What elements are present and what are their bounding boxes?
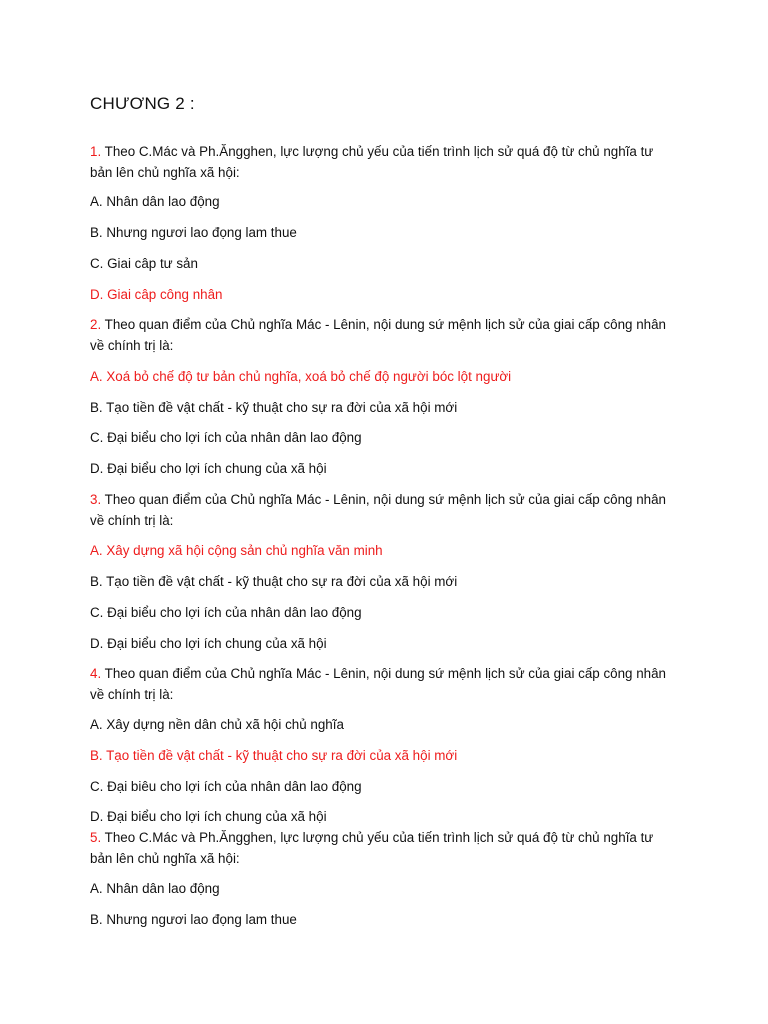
question-4-line-1 xyxy=(90,663,690,684)
question-3-line-1 xyxy=(90,489,690,510)
question-2-option-c: C. Đại biểu cho lợi ích của nhân dân lao động xyxy=(90,430,362,445)
question-2-option-d: D. Đại biểu cho lợi ích chung của xã hội xyxy=(90,461,327,476)
question-2-line-2: về chính trị là: xyxy=(90,338,174,353)
question-1-option-a: A. Nhân dân lao động xyxy=(90,194,220,209)
question-3-option-b: B. Tạo tiền đề vật chất - kỹ thuật cho sự ra đời của xã hội mới xyxy=(90,574,458,589)
question-3-option-d: D. Đại biểu cho lợi ích chung của xã hội xyxy=(90,636,327,651)
question-1-option-b: B. Nhưng ngươi lao đọng lam thue xyxy=(90,225,297,240)
question-3-option-a-answer: A. Xây dựng xã hội cộng sản chủ nghĩa văn minh xyxy=(90,543,383,558)
question-5-option-b: B. Nhưng ngươi lao đọng lam thue xyxy=(90,912,297,927)
question-4-option-c: C. Đại biêu cho lợi ích của nhân dân lao động xyxy=(90,779,362,794)
question-2-number: 2. xyxy=(90,317,102,332)
question-1-text: Theo C.Mác và Ph.Ăngghen, lực lượng chủ yếu của tiến trình lịch sử quá độ từ chủ nghĩa tư xyxy=(101,144,654,159)
question-4-text: Theo quan điểm của Chủ nghĩa Mác - Lênin, nội dung sứ mệnh lịch sử của giai cấp công nhân xyxy=(101,666,666,681)
question-4-option-a: A. Xây dựng nền dân chủ xã hội chủ nghĩa xyxy=(90,717,344,732)
question-1-line-2: bản lên chủ nghĩa xã hội: xyxy=(90,165,240,180)
chapter-title: CHƯƠNG 2 : xyxy=(90,94,195,113)
question-5-text: Theo C.Mác và Ph.Ăngghen, lực lượng chủ yếu của tiến trình lịch sử quá độ từ chủ nghĩa tư xyxy=(101,830,654,845)
question-2-option-a-answer: A. Xoá bỏ chế độ tư bản chủ nghĩa, xoá bỏ chế độ người bóc lột người xyxy=(90,369,512,384)
question-2-option-b: B. Tạo tiền đề vật chất - kỹ thuật cho sự ra đời của xã hội mới xyxy=(90,400,458,415)
question-3-number: 3. xyxy=(90,492,102,507)
question-4-option-d: D. Đại biểu cho lợi ích chung của xã hội xyxy=(90,809,327,824)
question-5-option-a: A. Nhân dân lao động xyxy=(90,881,220,896)
question-5-line-1 xyxy=(90,827,690,848)
question-2-line-1 xyxy=(90,314,690,335)
question-1-option-c: C. Giai câp tư sản xyxy=(90,256,198,271)
question-4-line-2: về chính trị là: xyxy=(90,687,174,702)
question-3-option-c: C. Đại biểu cho lợi ích của nhân dân lao động xyxy=(90,605,362,620)
question-3-text: Theo quan điểm của Chủ nghĩa Mác - Lênin, nội dung sứ mệnh lịch sử của giai cấp công nhân xyxy=(101,492,666,507)
question-3-line-2: về chính trị là: xyxy=(90,513,174,528)
question-1-line-1 xyxy=(90,141,690,162)
question-5-number: 5. xyxy=(90,830,102,845)
question-1-option-d-answer: D. Giai câp công nhân xyxy=(90,287,223,302)
question-1-number: 1. xyxy=(90,144,102,159)
question-5-line-2: bản lên chủ nghĩa xã hội: xyxy=(90,851,240,866)
question-4-option-b-answer: B. Tạo tiền đề vật chất - kỹ thuật cho sự ra đời của xã hội mới xyxy=(90,748,458,763)
question-4-number: 4. xyxy=(90,666,102,681)
question-2-text: Theo quan điểm của Chủ nghĩa Mác - Lênin, nội dung sứ mệnh lịch sử của giai cấp công nhân xyxy=(101,317,666,332)
